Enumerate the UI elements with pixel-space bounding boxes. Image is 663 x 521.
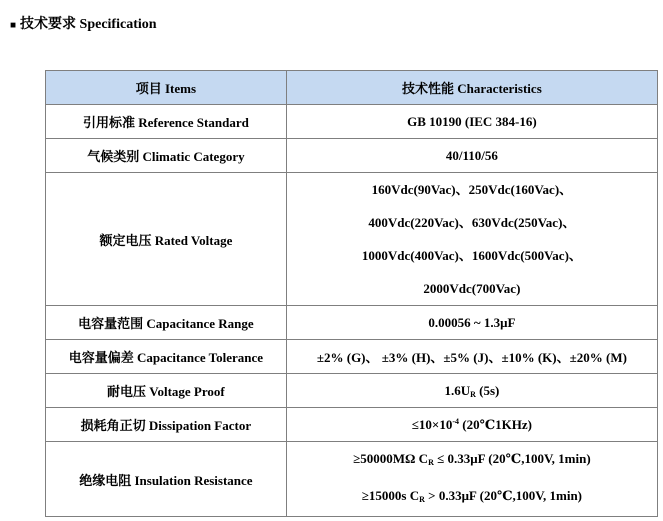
- insulation-line-2-suffix: > 0.33μF (20℃,100V, 1min): [424, 488, 583, 503]
- dissipation-prefix: ≤10×10: [411, 416, 453, 432]
- label-capacitance-range: 电容量范围 Capacitance Range: [46, 306, 287, 340]
- label-capacitance-tolerance: 电容量偏差 Capacitance Tolerance: [46, 340, 287, 374]
- voltage-proof-subscript: R: [470, 389, 476, 399]
- label-reference-standard: 引用标准 Reference Standard: [46, 105, 287, 139]
- value-dissipation-factor: [286, 408, 657, 442]
- table-header-row: [46, 71, 658, 105]
- insulation-line-1: [287, 442, 657, 479]
- label-rated-voltage: 额定电压 Rated Voltage: [46, 173, 287, 306]
- voltage-proof-prefix: 1.6U: [444, 382, 471, 398]
- rated-voltage-line-3: 1000Vdc(400Vac)、1600Vdc(500Vac)、: [361, 248, 582, 263]
- section-title: [10, 13, 157, 33]
- dissipation-suffix: (20℃1KHz): [459, 416, 532, 432]
- label-climatic-category: 气候类别 Climatic Category: [46, 139, 287, 173]
- section-marker-icon: ■: [10, 20, 17, 31]
- insulation-line-1-subscript: R: [428, 458, 434, 467]
- label-dissipation-factor: 损耗角正切 Dissipation Factor: [46, 408, 287, 442]
- section-title-text: 技术要求 Specification: [20, 17, 157, 32]
- value-insulation-resistance: [286, 442, 657, 517]
- specification-table: [45, 70, 658, 517]
- insulation-line-2-subscript: R: [419, 495, 425, 504]
- rated-voltage-line-1: 160Vdc(90Vac)、250Vdc(160Vac)、: [371, 182, 573, 197]
- value-rated-voltage: [286, 173, 657, 306]
- insulation-line-2-prefix: ≥15000s C: [361, 488, 420, 503]
- table-row-insulation-resistance: [46, 442, 658, 517]
- insulation-line-2: [287, 479, 657, 516]
- table-row-dissipation-factor: [46, 408, 658, 442]
- value-climatic-category: 40/110/56: [286, 139, 657, 173]
- label-voltage-proof: 耐电压 Voltage Proof: [46, 374, 287, 408]
- insulation-line-1-prefix: ≥50000MΩ C: [353, 451, 429, 466]
- table-row-capacitance-range: [46, 306, 658, 340]
- table-row-rated-voltage: [46, 173, 658, 306]
- table-row-voltage-proof: [46, 374, 658, 408]
- table-row-climatic-category: [46, 139, 658, 173]
- insulation-line-1-suffix: ≤ 0.33μF (20℃,100V, 1min): [433, 451, 591, 466]
- value-voltage-proof: [286, 374, 657, 408]
- dissipation-exponent: -4: [452, 416, 460, 426]
- value-capacitance-tolerance: ±2% (G)、 ±3% (H)、±5% (J)、±10% (K)、±20% (M): [286, 340, 657, 374]
- table-row-capacitance-tolerance: [46, 340, 658, 374]
- header-items: 项目 Items: [46, 71, 287, 105]
- label-insulation-resistance: 绝缘电阻 Insulation Resistance: [46, 442, 287, 517]
- header-characteristics: 技术性能 Characteristics: [286, 71, 657, 105]
- rated-voltage-line-4: 2000Vdc(700Vac): [423, 281, 521, 296]
- voltage-proof-suffix: (5s): [475, 382, 500, 398]
- value-capacitance-range: 0.00056 ~ 1.3μF: [286, 306, 657, 340]
- table-row-reference-standard: [46, 105, 658, 139]
- value-reference-standard: GB 10190 (IEC 384-16): [286, 105, 657, 139]
- rated-voltage-line-2: 400Vdc(220Vac)、630Vdc(250Vac)、: [368, 215, 576, 230]
